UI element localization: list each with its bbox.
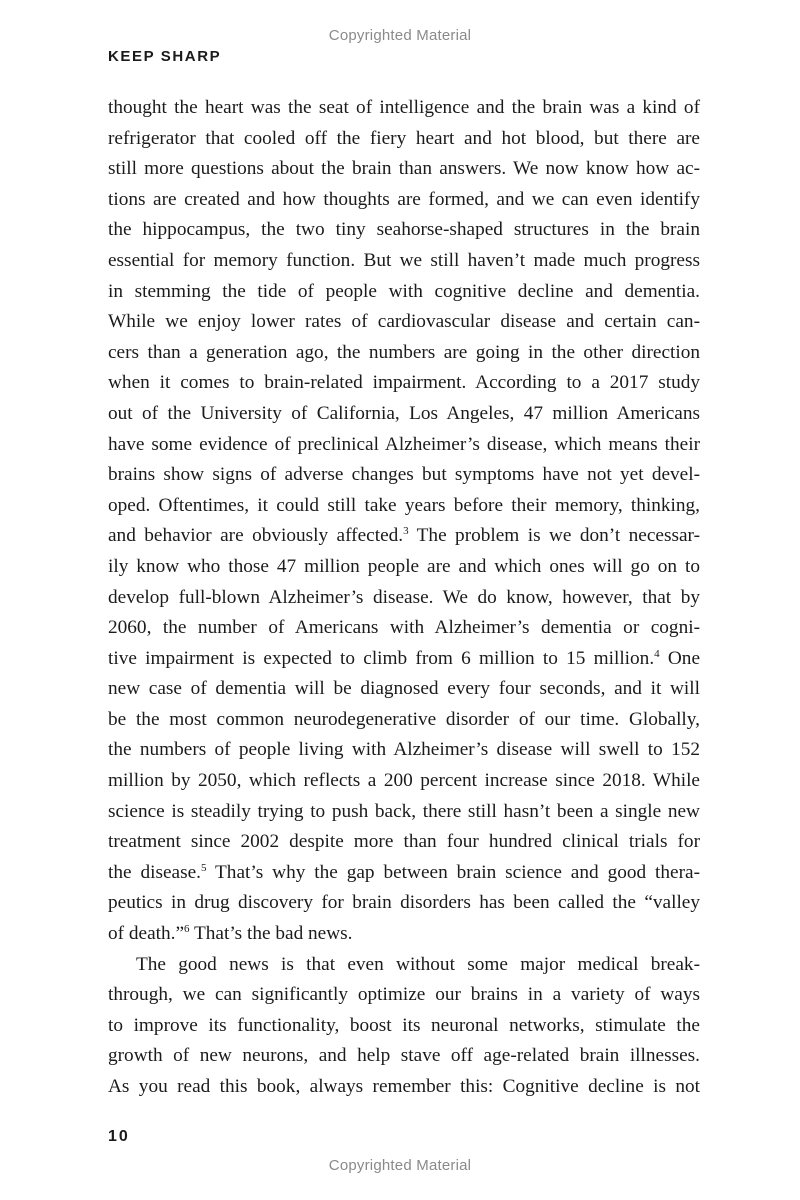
- text-segment: That’s the bad news.: [189, 923, 353, 945]
- text-segment: the disease.: [108, 861, 201, 883]
- text-segment: tive impairment is expected to climb from 6 million to 15 million.: [108, 647, 655, 669]
- text-line: oped. Oftentimes, it could still take years before their memory, thinking,: [108, 494, 700, 516]
- text-line: peutics in drug discovery for brain disorders has been called the “valley: [108, 892, 700, 914]
- page-number: 10: [108, 1128, 130, 1145]
- text-line: develop full-blown Alzheimer’s disease. We do know, however, that by: [108, 586, 700, 608]
- text-segment: and behavior are obviously affected.: [108, 525, 404, 547]
- text-line: through, we can significantly optimize our brains in a variety of ways: [108, 984, 700, 1006]
- text-line: While we enjoy lower rates of cardiovascular disease and certain can-: [108, 311, 700, 333]
- text-line: be the most common neurodegenerative disorder of our time. Globally,: [108, 708, 700, 730]
- footnote-marker: 5: [200, 861, 207, 874]
- text-line: growth of new neurons, and help stave off age-related brain illnesses.: [108, 1045, 700, 1067]
- text-line: [108, 919, 700, 950]
- text-line: [108, 521, 700, 552]
- text-line: treatment since 2002 despite more than four hundred clinical trials for: [108, 831, 700, 853]
- text-line: million by 2050, which reflects a 200 percent increase since 2018. While: [108, 770, 700, 792]
- text-line: ily know who those 47 million people are and which ones will go on to: [108, 555, 700, 577]
- text-line: still more questions about the brain than answers. We now know how ac-: [108, 158, 700, 180]
- text-line: have some evidence of preclinical Alzheimer’s disease, which means their: [108, 433, 700, 455]
- text-line: refrigerator that cooled off the fiery heart and hot blood, but there are: [108, 127, 700, 149]
- text-line: the hippocampus, the two tiny seahorse-shaped structures in the brain: [108, 219, 700, 241]
- paragraph-1: [108, 93, 700, 950]
- text-line: 2060, the number of Americans with Alzheimer’s dementia or cogni-: [108, 617, 700, 639]
- text-line: new case of dementia will be diagnosed every four seconds, and it will: [108, 678, 700, 700]
- text-line: in stemming the tide of people with cognitive decline and dementia.: [108, 280, 700, 302]
- body-text: [108, 93, 700, 1103]
- text-line: to improve its functionality, boost its neuronal networks, stimulate the: [108, 1014, 700, 1036]
- text-line: [108, 858, 700, 889]
- footnote-marker: 4: [654, 647, 660, 660]
- text-line: out of the University of California, Los Angeles, 47 million Americans: [108, 402, 700, 424]
- text-line: when it comes to brain-related impairment. According to a 2017 study: [108, 372, 700, 394]
- text-line: The good news is that even without some major medical break-: [136, 953, 700, 975]
- text-line: science is steadily trying to push back, there still hasn’t been a single new: [108, 800, 700, 822]
- text-line: the numbers of people living with Alzheimer’s disease will swell to 152: [108, 739, 700, 761]
- text-line: cers than a generation ago, the numbers are going in the other direction: [108, 341, 700, 363]
- text-line: brains show signs of adverse changes but symptoms have not yet devel-: [108, 464, 700, 486]
- copyright-watermark-top: Copyrighted Material: [328, 27, 472, 44]
- text-segment: That’s why the gap between brain science and good thera-: [206, 861, 700, 883]
- copyright-watermark-bottom: Copyrighted Material: [328, 1157, 472, 1174]
- text-line: essential for memory function. But we still haven’t made much progress: [108, 249, 700, 271]
- paragraph-2: [108, 950, 700, 1103]
- text-line: As you read this book, always remember this: Cognitive decline is not: [108, 1076, 700, 1097]
- text-segment: One: [659, 647, 701, 669]
- text-line: [108, 644, 700, 675]
- text-line: tions are created and how thoughts are formed, and we can even identify: [108, 188, 700, 210]
- text-segment: of death.”: [108, 923, 185, 945]
- running-head: KEEP SHARP: [108, 48, 222, 65]
- text-line: thought the heart was the seat of intelligence and the brain was a kind of: [108, 97, 700, 118]
- footnote-marker: 3: [403, 525, 409, 538]
- footnote-marker: 6: [184, 923, 190, 936]
- text-segment: The problem is we don’t necessar-: [408, 525, 700, 547]
